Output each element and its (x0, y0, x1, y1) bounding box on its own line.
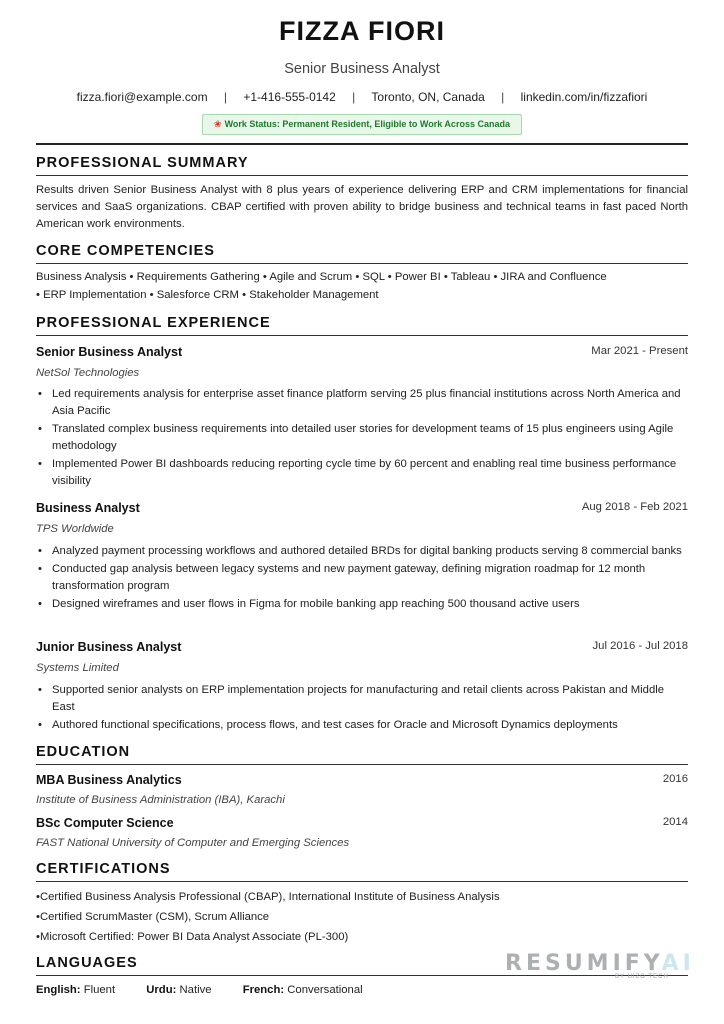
separator: | (501, 90, 505, 104)
location: Toronto, ON, Canada (371, 90, 485, 104)
section-divider (36, 263, 688, 264)
skills-line: • ERP Implementation • Salesforce CRM • Stakeholder Management (36, 289, 379, 301)
section-heading: EDUCATION (36, 744, 131, 760)
job-dates: Aug 2018 - Feb 2021 (581, 501, 688, 513)
graduation-year: 2016 (662, 773, 688, 785)
language-item (36, 984, 115, 996)
resume-page (36, 0, 688, 1024)
section-divider (36, 881, 688, 882)
section-heading: LANGUAGES (36, 955, 138, 971)
work-status-text: Work Status: Permanent Resident, Eligible to Work Across Canada (224, 119, 510, 129)
school: FAST National University of Computer and Emerging Sciences (36, 837, 350, 849)
list-item: • Certified Business Analysis Professional (CBAP), International Institute of Business Analysis (36, 887, 688, 907)
job-company: Systems Limited (36, 662, 119, 674)
language-level: Fluent (83, 984, 116, 996)
section-heading: PROFESSIONAL SUMMARY (36, 155, 249, 171)
language-level: Conversational (287, 984, 363, 996)
list-item: • Microsoft Certified: Power BI Data Analyst Associate (PL-300) (36, 927, 688, 947)
work-status-badge (202, 114, 522, 135)
job-role: Junior Business Analyst (36, 640, 182, 654)
brand-watermark (505, 951, 695, 991)
list-item: • Supported senior analysts on ERP implementation projects for manufacturing and retail clients across Pakistan and Middle East (36, 682, 688, 716)
section-heading: CERTIFICATIONS (36, 861, 171, 877)
separator: | (352, 90, 356, 104)
list-item: • Conducted gap analysis between legacy systems and new payment gateway, defining migration roadmap for 12 month transformation program (36, 561, 688, 595)
linkedin-link[interactable]: linkedin.com/in/fizzafiori (520, 90, 648, 104)
separator: | (223, 90, 228, 104)
contact-line (36, 90, 688, 104)
job-role: Senior Business Analyst (36, 345, 183, 359)
job-company: TPS Worldwide (36, 523, 114, 535)
candidate-name: FIZZA FIORI (279, 16, 445, 46)
experience-section (36, 315, 688, 336)
list-item: • Certified ScrumMaster (CSM), Scrum Alliance (36, 907, 688, 927)
degree: BSc Computer Science (36, 816, 174, 830)
watermark-logo (505, 951, 695, 976)
school: Institute of Business Administration (IBA), Karachi (36, 794, 285, 806)
job-bullets (36, 386, 688, 491)
language-name: Urdu: (146, 984, 177, 996)
language-name: French: (242, 984, 285, 996)
degree: MBA Business Analytics (36, 773, 182, 787)
header-divider (36, 143, 688, 145)
list-item: • Designed wireframes and user flows in Figma for mobile banking app reaching 500 thousand active users (36, 596, 688, 613)
languages-list (36, 984, 391, 996)
summary-section (36, 155, 688, 233)
job-dates: Jul 2016 - Jul 2018 (592, 640, 688, 652)
list-item: • Implemented Power BI dashboards reducing reporting cycle time by 60 percent and enabling real time business performance visibility (36, 456, 688, 490)
summary-text: Results driven Senior Business Analyst with 8 plus years of experience delivering ERP and CRM implementations for financial services and SaaS organizations. CBAP certified with proven ability to bridge business and technical teams in fast paced North American work environments. (36, 184, 688, 230)
watermark-brand-suffix: AI (661, 951, 695, 976)
phone-number: +1-416-555-0142 (243, 90, 336, 104)
section-heading: PROFESSIONAL EXPERIENCE (36, 315, 271, 331)
section-divider (36, 175, 688, 176)
skills-line: Business Analysis • Requirements Gathering • Agile and Scrum • SQL • Power BI • Tableau • JIRA and Confluence (36, 271, 607, 283)
job-bullets (36, 543, 688, 614)
watermark-tagline: BY UIZO TECH (615, 974, 669, 980)
job-dates: Mar 2021 - Present (591, 345, 688, 357)
certifications-section (36, 861, 688, 882)
job-company: NetSol Technologies (36, 367, 140, 379)
language-item (243, 984, 363, 996)
language-name: English: (36, 984, 81, 996)
competencies-section (36, 243, 688, 304)
section-divider (36, 335, 688, 336)
section-divider (36, 764, 688, 765)
list-item: • Led requirements analysis for enterprise asset finance platform serving 25 plus financial institutions across North America and Asia Pacific (36, 386, 688, 420)
watermark-brand: RESUMIFY (505, 951, 662, 976)
list-item: • Analyzed payment processing workflows and authored detailed BRDs for digital banking products serving 8 commercial banks (36, 543, 688, 560)
job-role: Business Analyst (36, 501, 140, 515)
list-item: • Translated complex business requirements into detailed user stories for development teams of 15 plus engineers using Agile methodology (36, 421, 688, 455)
section-heading: CORE COMPETENCIES (36, 243, 215, 259)
job-bullets (36, 682, 688, 735)
language-level: Native (179, 984, 212, 996)
language-item (146, 984, 211, 996)
education-section (36, 744, 688, 765)
email-link[interactable]: fizza.fiori@example.com (76, 90, 208, 104)
maple-leaf-icon: ❀ (214, 119, 222, 129)
list-item: • Authored functional specifications, process flows, and test cases for Oracle and Microsoft Dynamics deployments (36, 717, 688, 734)
graduation-year: 2014 (662, 816, 688, 828)
certifications-list (36, 887, 688, 947)
candidate-title: Senior Business Analyst (284, 61, 440, 77)
